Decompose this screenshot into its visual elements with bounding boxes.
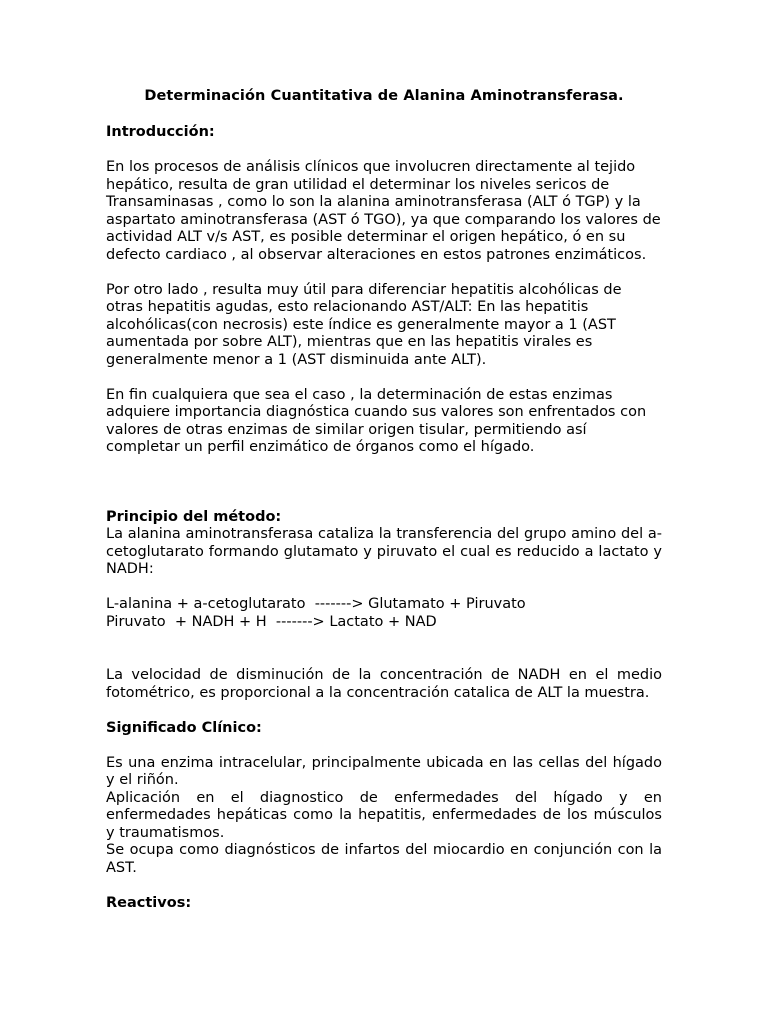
reaction-equation-2: Piruvato + NADH + H -------> Lactato + NAD (106, 613, 437, 630)
reaction-equation-1: L-alanina + a-cetoglutarato -------> Glutamato + Piruvato (106, 596, 526, 612)
section-heading-principio: Principio del método: (106, 508, 282, 525)
intro-paragraph-2: Por otro lado , resulta muy útil para diferenciar hepatitis alcohólicas de otras hepatitis agudas, esto relacionando AST/ALT: En las hepatitis alcohólicas(con necrosis) este índice es generalmente mayor a 1 (AST aumentada por sobre ALT), mientras que en las hepatitis virales es generalmente menor a 1 (AST disminuida ante ALT). (106, 281, 622, 368)
significado-line-3: Se ocupa como diagnósticos de infartos del miocardio en conjunción con la AST. (106, 842, 662, 876)
section-heading-reactivos: Reactivos: (106, 894, 192, 911)
spacer (106, 457, 662, 509)
principio-text: La alanina aminotransferasa cataliza la transferencia del grupo amino del a-cetoglutarato formando glutamato y piruvato el cual es reducido a lactato y NADH: (106, 526, 662, 577)
intro-paragraph-1: En los procesos de análisis clínicos que involucren directamente al tejido hepático, resulta de gran utilidad el determinar los niveles sericos de Transaminasas , como lo son la alanina aminotransferasa (ALT ó TGP) y la aspartato aminotransferasa (AST ó TGO), ya que comparando los valores de actividad ALT v/s AST, es posible determinar el origen hepático, ó en su defecto cardiaco , al observar alteraciones en estos patrones enzimáticos. (106, 159, 661, 263)
section-heading-significado: Significado Clínico: (106, 719, 262, 736)
section-heading-introduccion: Introducción: (106, 123, 215, 140)
significado-line-1: Es una enzima intracelular, principalmente ubicada en las cellas del hígado y el riñón. (106, 754, 662, 788)
spacer (106, 579, 662, 597)
document-page (106, 88, 662, 912)
significado-line-2: Aplicación en el diagnostico de enfermedades del hígado y en enfermedades hepáticas como la hepatitis, enfermedades de los músculos y traumatismos. (106, 789, 662, 841)
principio-closing: La velocidad de disminución de la concentración de NADH en el medio fotométrico, es proporcional a la concentración catalica de ALT la muestra. (106, 667, 662, 701)
spacer (106, 631, 662, 667)
document-title: Determinación Cuantitativa de Alanina Aminotransferasa. (144, 88, 624, 104)
intro-paragraph-3: En fin cualquiera que sea el caso , la determinación de estas enzimas adquiere importancia diagnóstica cuando sus valores son enfrentados con valores de otras enzimas de similar origen tisular, permitiendo así completar un perfil enzimático de órganos como el hígado. (106, 386, 647, 455)
